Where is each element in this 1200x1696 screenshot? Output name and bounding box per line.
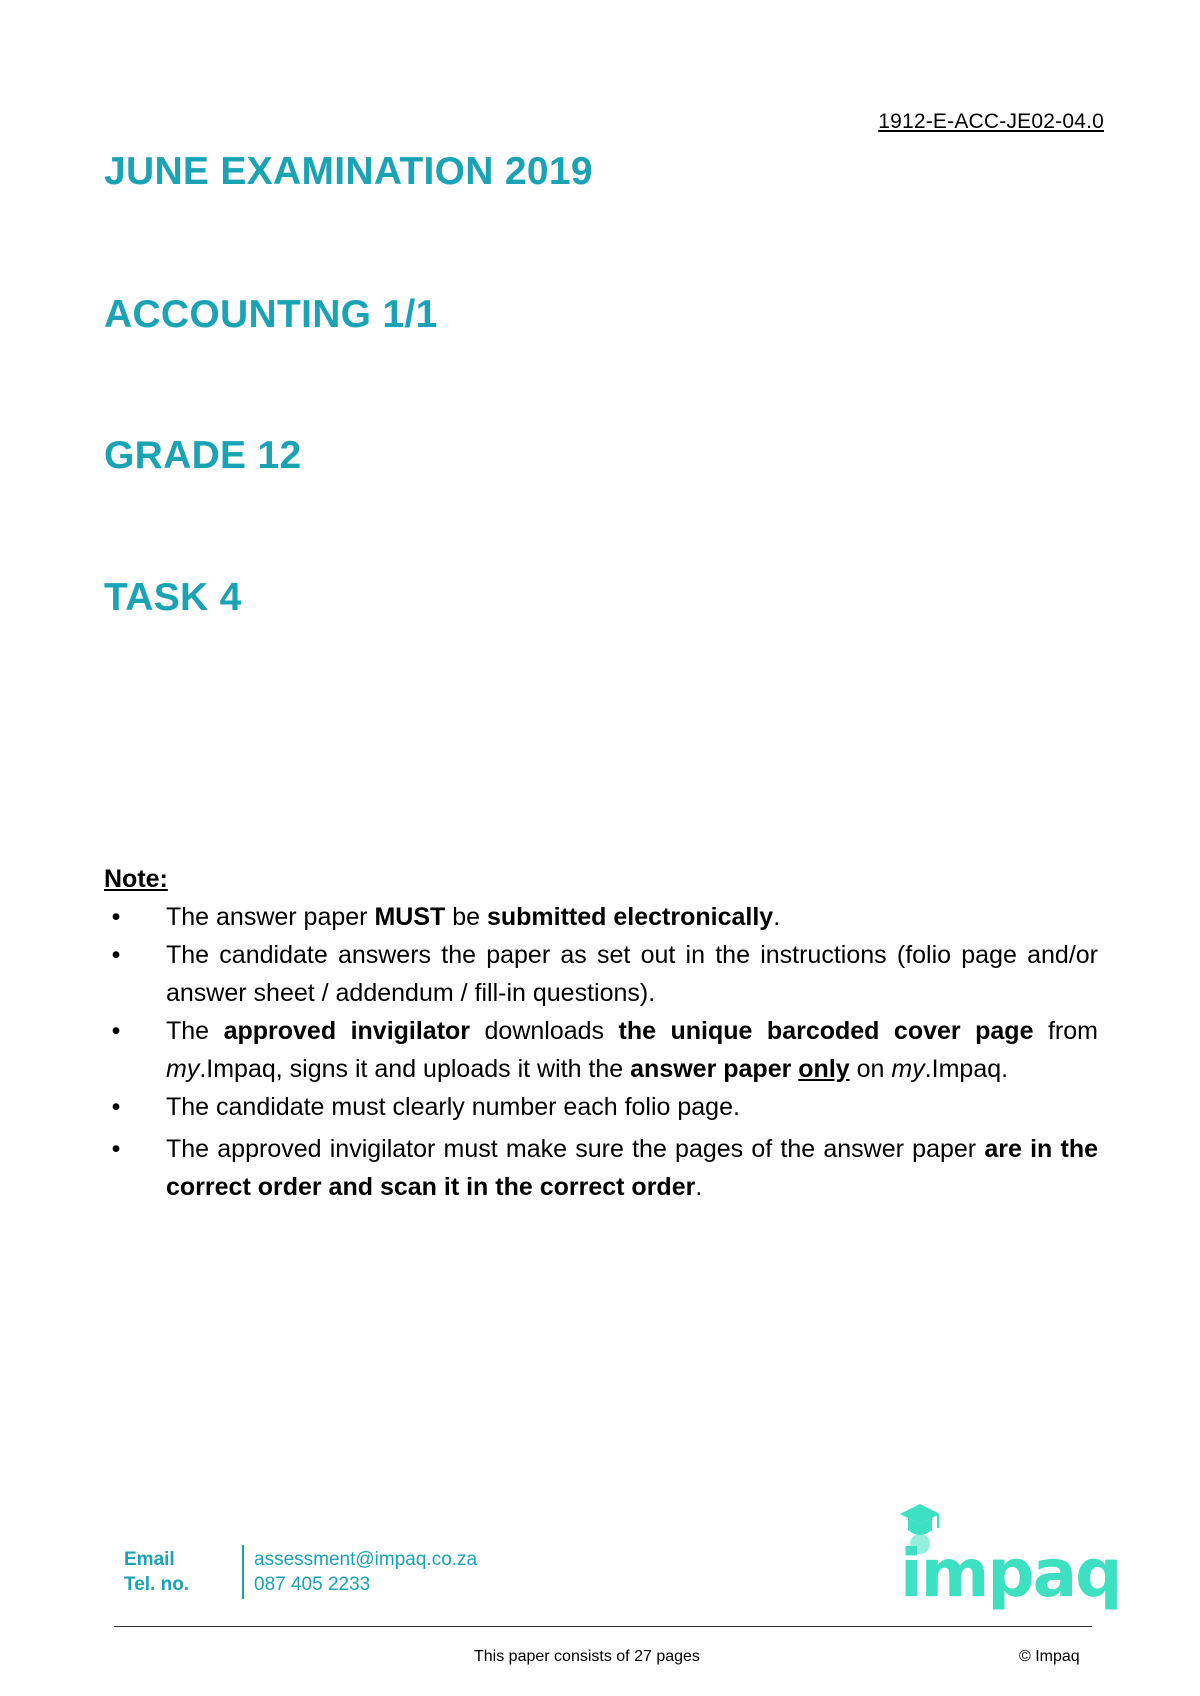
- note-text: .Impaq.: [924, 1055, 1009, 1083]
- contact-block: [124, 1547, 477, 1599]
- note-text: The candidate must clearly number each folio page.: [166, 1093, 740, 1121]
- email-label: Email: [124, 1549, 175, 1570]
- note-text: The candidate answers the paper as set out in the instructions (folio page and/or answer sheet / addendum / fill-in questions).: [166, 941, 1098, 1007]
- tel-label: Tel. no.: [124, 1574, 190, 1595]
- exam-title: JUNE EXAMINATION 2019: [104, 150, 593, 193]
- copyright-text: © Impaq: [1019, 1648, 1080, 1665]
- note-text: .: [695, 1173, 703, 1201]
- note-text: The approved invigilator must make sure the pages of the answer paper: [166, 1135, 985, 1163]
- note-text-bold-underline: only: [798, 1055, 850, 1083]
- note-item-invigilator: [104, 1012, 1098, 1088]
- note-section: [104, 860, 1098, 1206]
- impaq-logo-graphic: [896, 1500, 1121, 1612]
- note-list: [104, 898, 1098, 1206]
- email-address-link[interactable]: assessment@impaq.co.za: [254, 1549, 478, 1570]
- bullet-icon: •: [111, 1135, 121, 1163]
- contact-values: [254, 1547, 477, 1599]
- note-text: from: [1033, 1017, 1098, 1045]
- note-item-submission: [104, 898, 1098, 936]
- note-text: .Impaq, signs it and uploads it with the: [199, 1055, 631, 1083]
- bullet-icon: •: [111, 903, 121, 931]
- note-text-bold: answer paper: [630, 1055, 792, 1083]
- task-title: TASK 4: [104, 576, 242, 619]
- note-text: .: [773, 903, 781, 931]
- telephone-number: 087 405 2233: [254, 1574, 371, 1595]
- note-text: be: [445, 903, 487, 931]
- bullet-icon: •: [111, 941, 121, 969]
- note-text: The: [166, 1017, 224, 1045]
- subject-title: ACCOUNTING 1/1: [104, 293, 438, 336]
- note-text: downloads: [470, 1017, 619, 1045]
- footer-divider: [114, 1626, 1092, 1627]
- note-text: on: [849, 1055, 892, 1083]
- note-text-italic: my: [891, 1055, 925, 1083]
- note-heading: Note:: [104, 865, 168, 893]
- note-item-instructions: [104, 936, 1098, 1012]
- note-item-order: [104, 1130, 1098, 1206]
- bullet-icon: •: [111, 1017, 121, 1045]
- note-text-italic: my: [166, 1055, 200, 1083]
- note-text-bold: MUST: [374, 903, 446, 931]
- page-count-text: This paper consists of 27 pages: [474, 1648, 700, 1665]
- grade-title: GRADE 12: [104, 434, 302, 477]
- note-text-bold: are in the correct order and scan it in the correct order: [166, 1135, 1098, 1201]
- note-item-numbering: [104, 1088, 1098, 1126]
- note-text-bold: submitted electronically: [486, 903, 774, 931]
- impaq-logo: [896, 1500, 1121, 1612]
- document-code: 1912-E-ACC-JE02-04.0: [878, 110, 1104, 133]
- note-text: The answer paper: [166, 903, 375, 931]
- note-text-bold: the unique barcoded cover page: [618, 1017, 1034, 1045]
- note-text-bold: approved invigilator: [223, 1017, 471, 1045]
- logo-wordmark: impaq: [900, 1535, 1121, 1612]
- contact-labels: [124, 1547, 242, 1599]
- contact-divider: [242, 1545, 244, 1599]
- bullet-icon: •: [111, 1093, 121, 1121]
